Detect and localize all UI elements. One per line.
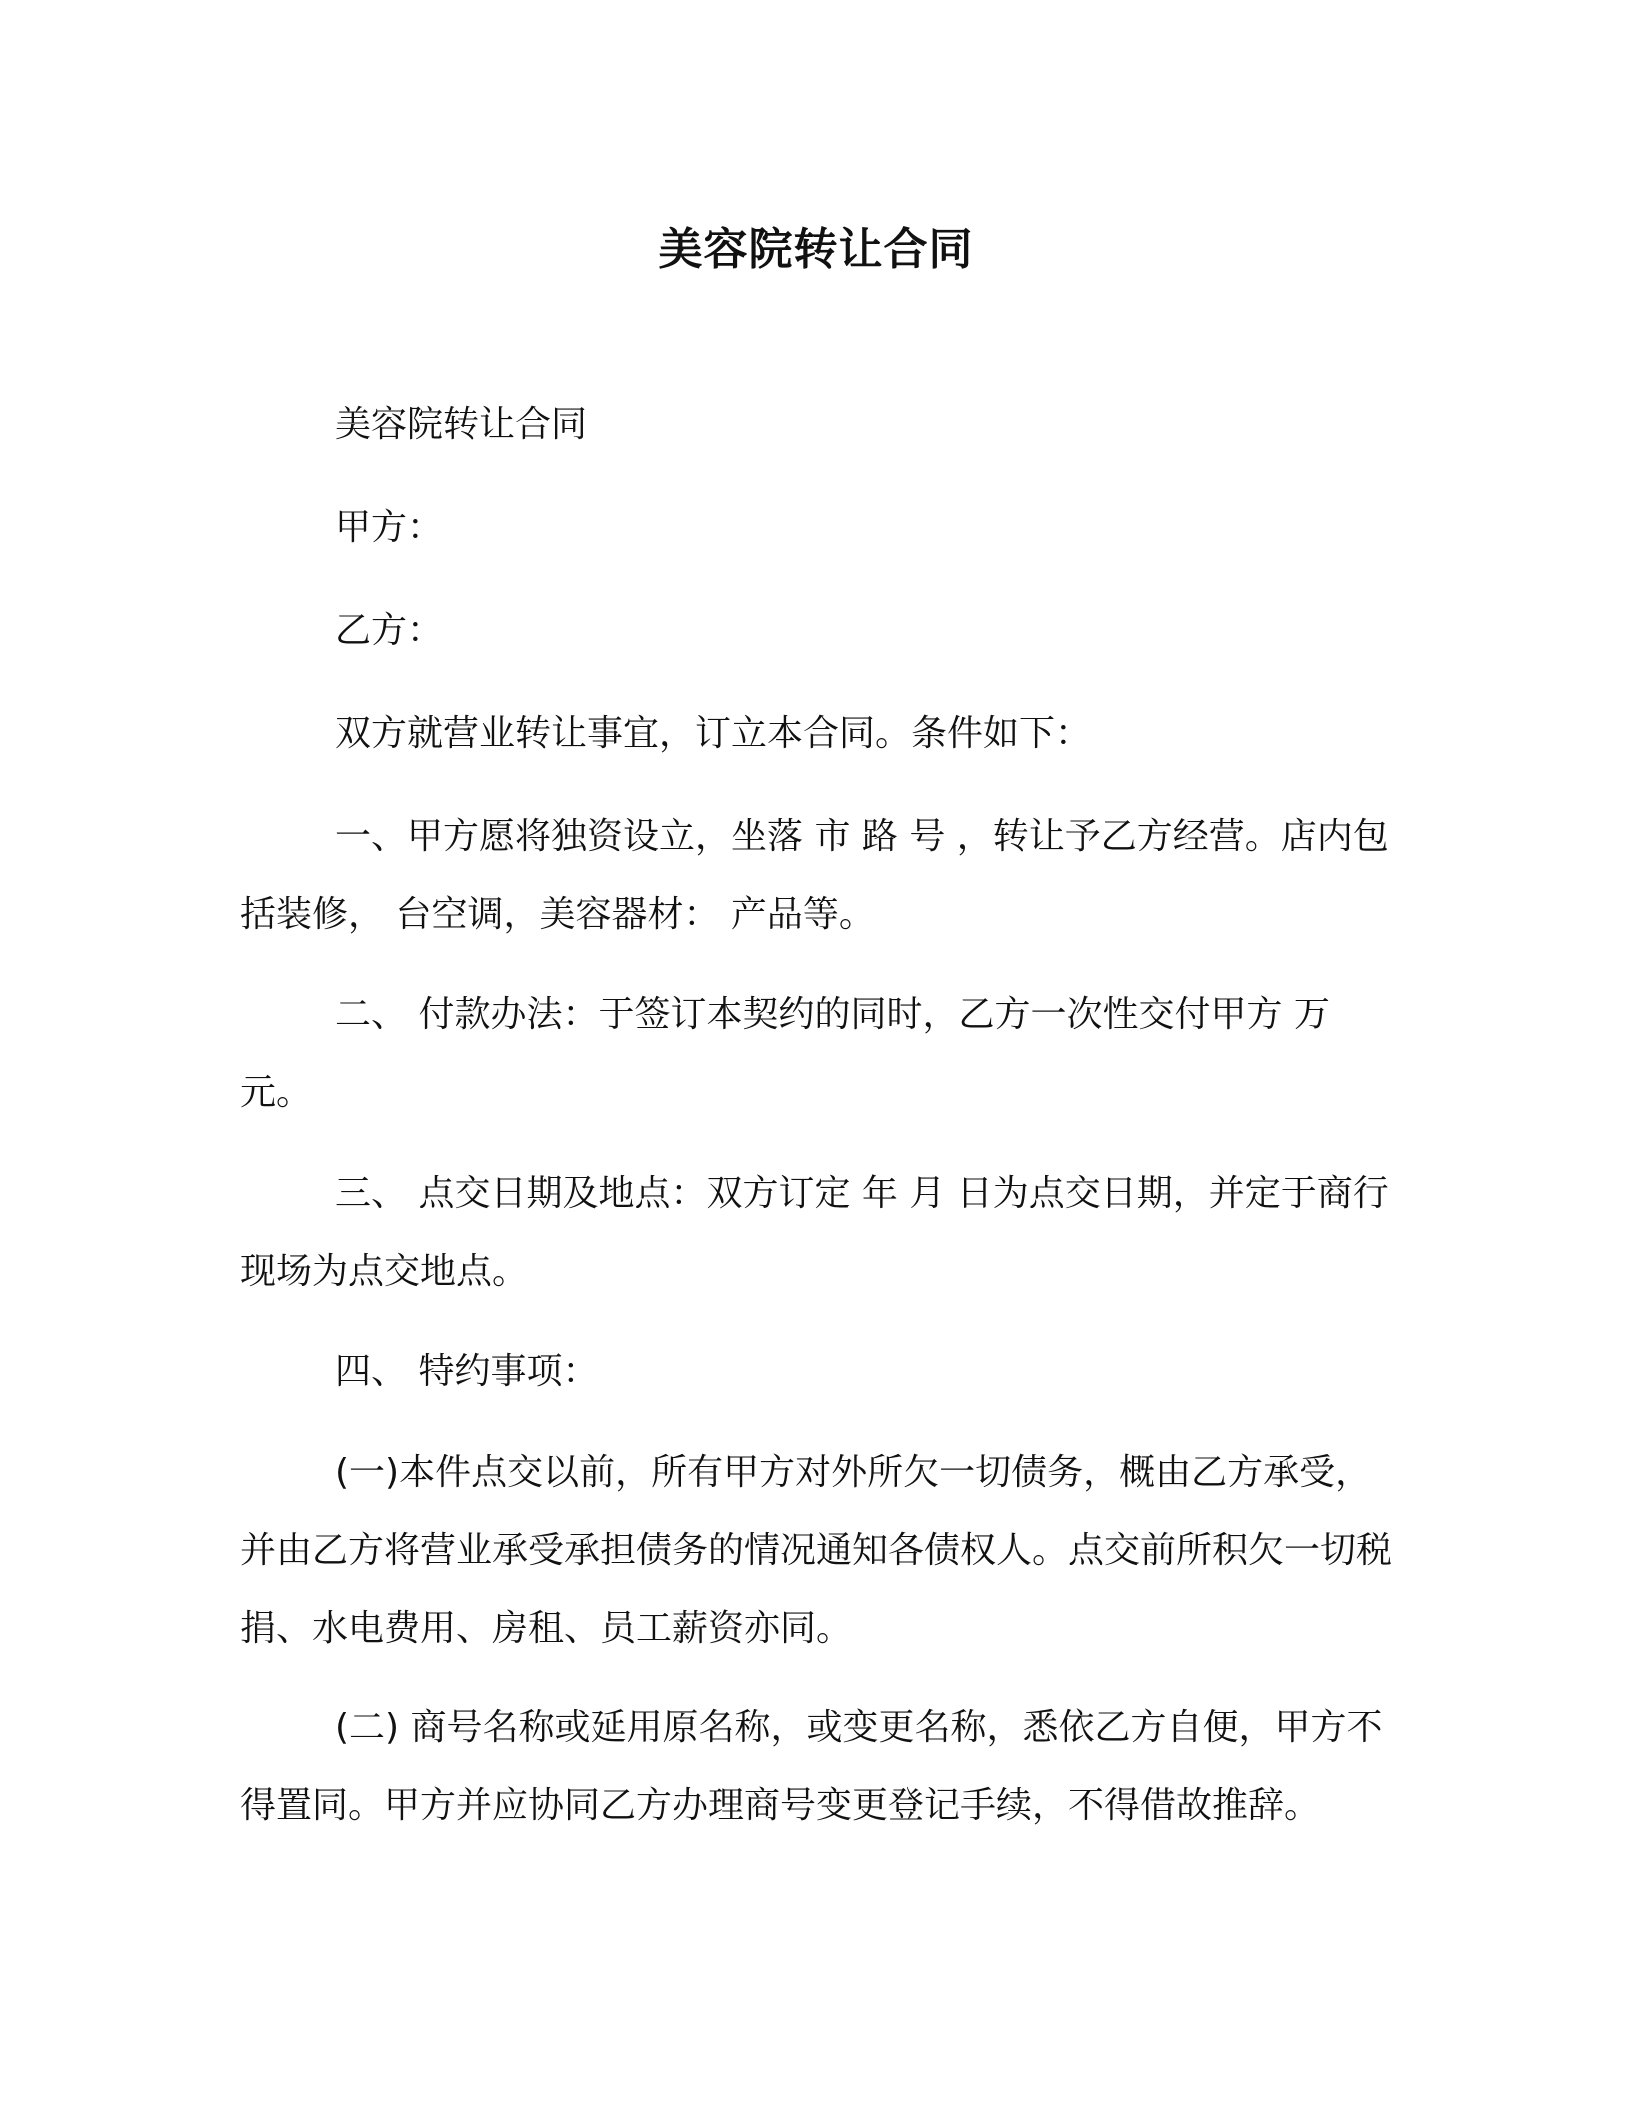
paragraph-heading: 美容院转让合同 [335, 404, 588, 445]
paragraph-subclause-2: (二) 商号名称或延用原名称，或变更名称，悉依乙方自便，甲方不得置同。甲方并应协同乙方办理商号变更登记手续，不得借故推辞。 [240, 1707, 1383, 1826]
paragraph-clause-2: 二、 付款办法：于签订本契约的同时，乙方一次性交付甲方 万元。 [240, 994, 1330, 1113]
paragraph-clause-1: 一、甲方愿将独资设立，坐落 市 路 号 ，转让予乙方经营。店内包括装修， 台空调，美容器材： 产品等。 [240, 816, 1389, 935]
paragraph-subclause-1: (一)本件点交以前，所有甲方对外所欠一切债务，概由乙方承受，并由乙方将营业承受承担债务的情况通知各债权人。点交前所积欠一切税捐、水电费用、房租、员工薪资亦同。 [240, 1452, 1393, 1649]
paragraph-clause-4: 四、 特约事项： [335, 1351, 599, 1392]
paragraph-party-b: 乙方： [335, 610, 444, 651]
paragraph-party-a: 甲方： [335, 507, 444, 548]
document-title: 美容院转让合同 [658, 224, 974, 275]
paragraph-clause-3: 三、 点交日期及地点：双方订定 年 月 日为点交日期，并定于商行现场为点交地点。 [240, 1173, 1389, 1292]
paragraph-intro: 双方就营业转让事宜，订立本合同。条件如下： [335, 713, 1092, 754]
